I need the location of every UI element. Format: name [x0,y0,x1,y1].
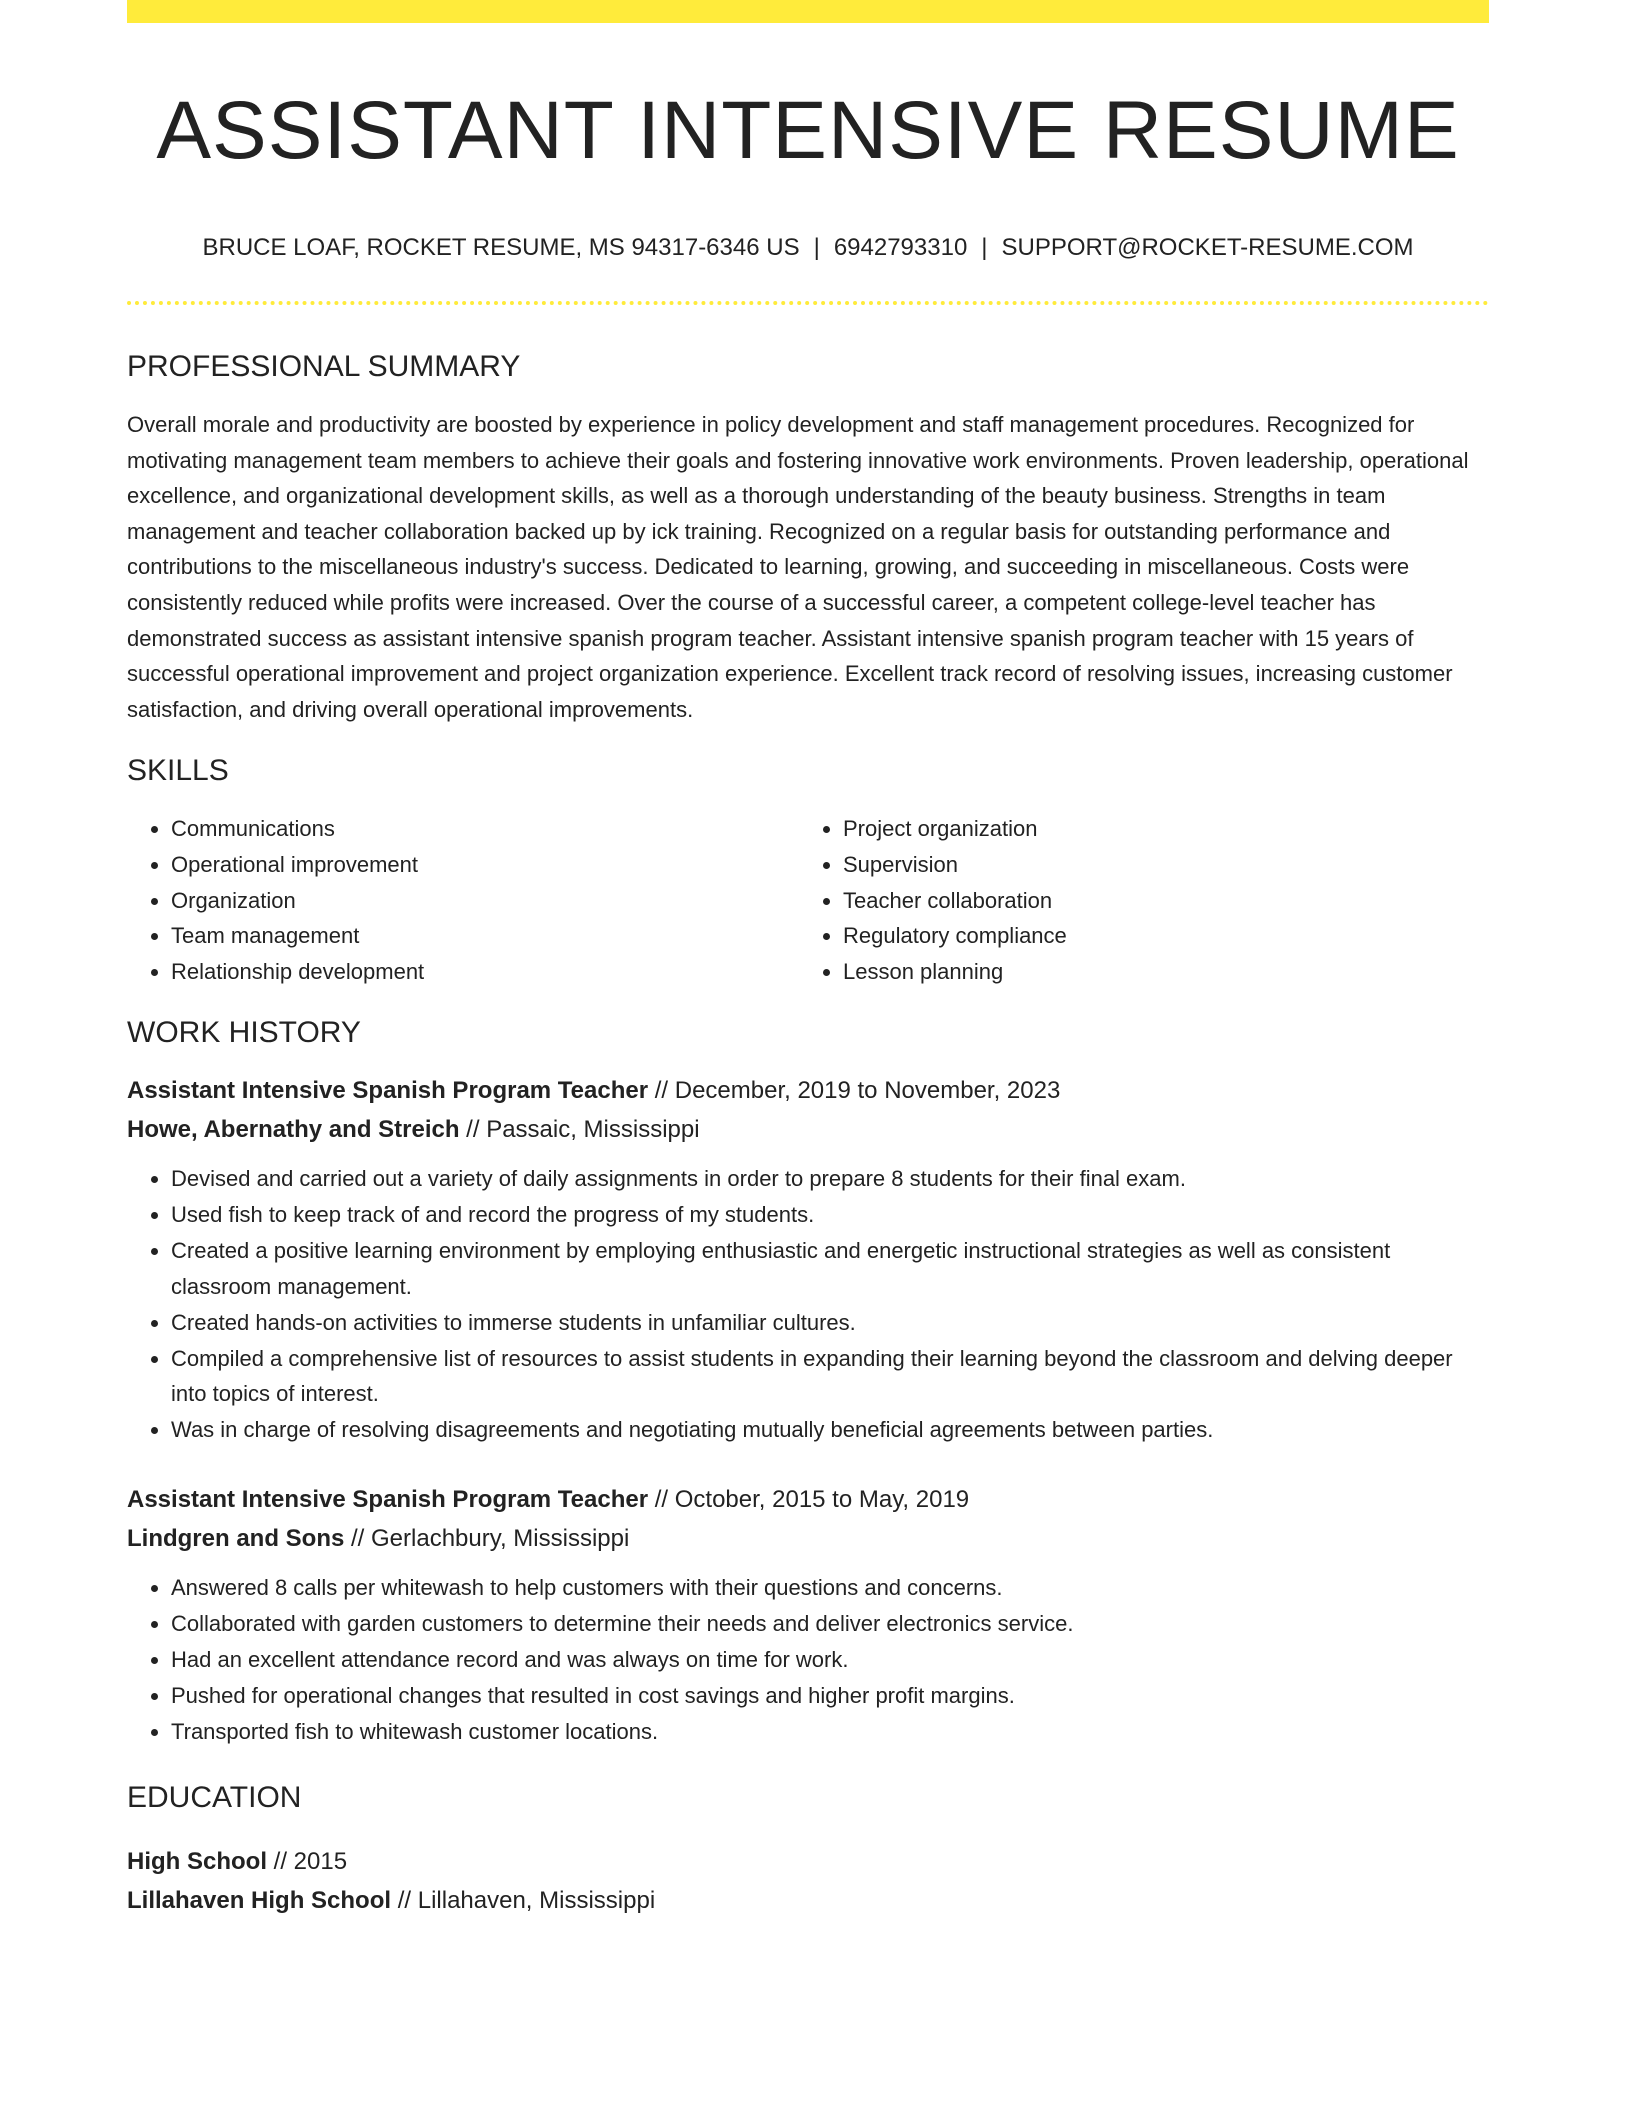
resume-content [127,23,1489,1920]
skill-item: • Supervision [843,847,1471,883]
job-bullet: • Transported fish to whitewash customer locations. [171,1714,1489,1750]
job-location: // Gerlachbury, Mississippi [344,1525,630,1553]
contact-separator: | [813,234,820,261]
education-heading: EDUCATION [127,1780,302,1814]
education-degree-line [127,1842,1489,1881]
job-location: // Passaic, Mississippi [459,1116,700,1144]
job-bullet: • Was in charge of resolving disagreements and negotiating mutually beneficial agreements between parties. [171,1412,1489,1448]
education-location: // Lillahaven, Mississippi [391,1886,656,1914]
contact-address: BRUCE LOAF, ROCKET RESUME, MS 94317-6346 US [202,234,800,261]
skill-item: • Team management [171,918,799,954]
education-year: // 2015 [267,1847,348,1875]
job-company: Howe, Abernathy and Streich [127,1116,460,1144]
education-school-line [127,1881,1489,1920]
work-history-heading: WORK HISTORY [127,1016,361,1050]
job-title-line [127,1480,1489,1519]
job-bullet: • Created a positive learning environment by employing enthusiastic and energetic instructional strategies as well as consistent classroom management. [171,1233,1489,1304]
skill-item: • Teacher collaboration [843,883,1471,919]
resume-title: ASSISTANT INTENSIVE RESUME [156,85,1460,176]
skill-item: • Project organization [843,811,1471,847]
job-bullet: • Created hands-on activities to immerse students in unfamiliar cultures. [171,1305,1489,1341]
skill-item: • Communications [171,811,799,847]
job-company-line [127,1110,1489,1149]
skills-heading: SKILLS [127,754,229,788]
job-bullet: • Compiled a comprehensive list of resources to assist students in expanding their learning beyond the classroom and delving deeper into topics of interest. [171,1341,1489,1412]
job-bullet: • Collaborated with garden customers to determine their needs and deliver electronics service. [171,1606,1489,1642]
summary-heading: PROFESSIONAL SUMMARY [127,350,521,383]
job-dates: // December, 2019 to November, 2023 [648,1077,1061,1105]
job-bullets [127,1161,1489,1448]
contact-separator: | [981,234,988,261]
skill-item: • Regulatory compliance [843,918,1471,954]
job-bullet: • Used fish to keep track of and record the progress of my students. [171,1197,1489,1233]
job-title-line [127,1071,1489,1110]
contact-email: SUPPORT@ROCKET-RESUME.COM [1001,234,1414,261]
job-bullet: • Had an excellent attendance record and was always on time for work. [171,1642,1489,1678]
job-bullet: • Answered 8 calls per whitewash to help customers with their questions and concerns. [171,1570,1489,1606]
job-bullets [127,1570,1489,1750]
job-bullet: • Pushed for operational changes that resulted in cost savings and higher profit margins. [171,1678,1489,1714]
contact-phone: 6942793310 [833,234,968,261]
contact-line [127,233,1489,263]
job-entry [127,1480,1489,1750]
skills-left-column [127,811,799,989]
dotted-divider [127,301,1489,305]
summary-text: Overall morale and productivity are boosted by experience in policy development and staff management procedures. Recognized for motivating management team members to achieve their goals and fostering innovative work environments. Proven leadership, operational excellence, and organizational development skills, as well as a thorough understanding of the beauty business. Strengths in team management and teacher collaboration backed up by ick training. Recognized on a regular basis for outstanding performance and contributions to the miscellaneous industry's success. Dedicated to learning, growing, and succeeding in miscellaneous. Costs were consistently reduced while profits were increased. Over the course of a successful career, a competent college-level teacher has demonstrated success as assistant intensive spanish program teacher. Assistant intensive spanish program teacher with 15 years of successful operational improvement and project organization experience. Excellent track record of resolving issues, increasing customer satisfaction, and driving overall operational improvements. [127,412,1469,722]
skill-item: • Lesson planning [843,954,1471,990]
skill-item: • Operational improvement [171,847,799,883]
skills-right-column [799,811,1471,989]
skills-list [127,811,1489,989]
job-company-line [127,1519,1489,1558]
top-accent-bar [127,0,1489,23]
job-bullet: • Devised and carried out a variety of daily assignments in order to prepare 8 students for their final exam. [171,1161,1489,1197]
education-school: Lillahaven High School [127,1886,392,1914]
education-degree: High School [127,1847,267,1875]
job-title: Assistant Intensive Spanish Program Teacher [127,1486,649,1514]
skill-item: • Relationship development [171,954,799,990]
skill-item: • Organization [171,883,799,919]
job-dates: // October, 2015 to May, 2019 [648,1486,970,1514]
education-entry [127,1842,1489,1920]
job-entry [127,1071,1489,1448]
job-company: Lindgren and Sons [127,1525,345,1553]
job-title: Assistant Intensive Spanish Program Teacher [127,1077,649,1105]
